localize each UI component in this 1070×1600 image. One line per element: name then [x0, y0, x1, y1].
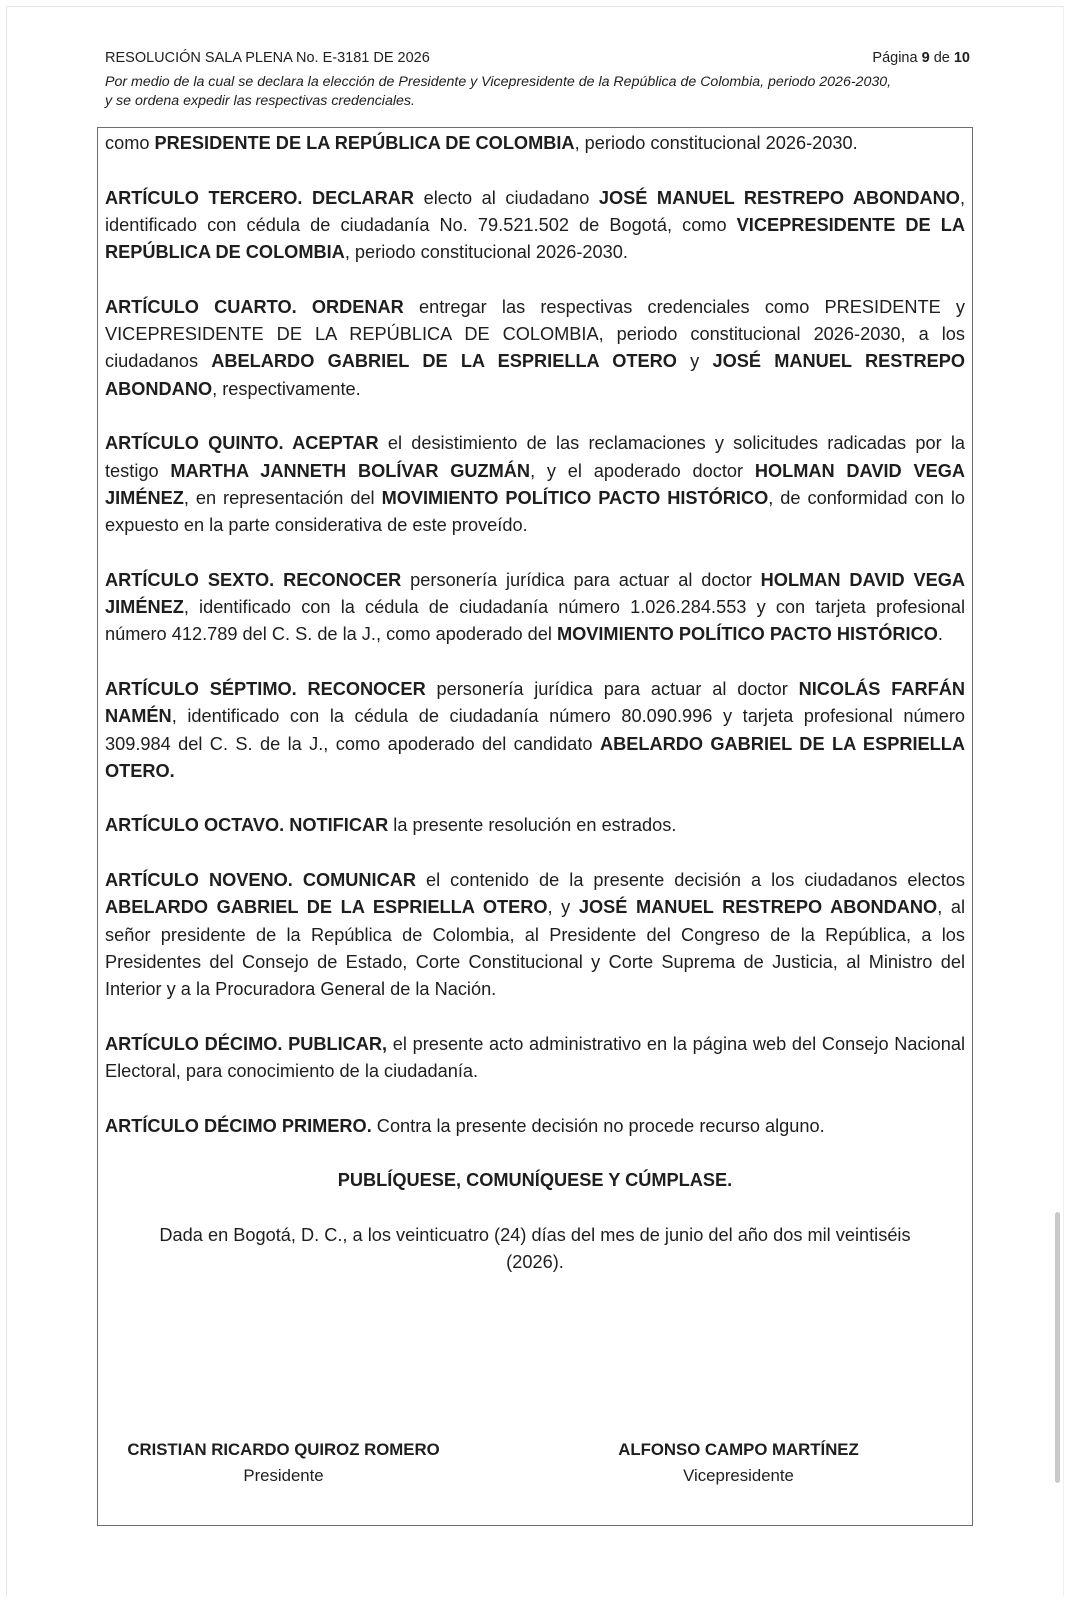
article-seventh: ARTÍCULO SÉPTIMO. RECONOCER personería jurídica para actuar al doctor NICOLÁS FARFÁN NAMÉN, identificado con la cédula de ciudadanía número 80.090.996 y tarjeta profesional número 309.984 del C. S. de la J., como apoderado del candidato ABELARDO GABRIEL DE LA ESPRIELLA OTERO. [105, 678, 965, 781]
article-fifth: ARTÍCULO QUINTO. ACEPTAR el desistimiento de las reclamaciones y solicitudes radicadas por la testigo MARTHA JANNETH BOLÍVAR GUZMÁN, y el apoderado doctor HOLMAN DAVID VEGA JIMÉNEZ, en representación del MOVIMIENTO POLÍTICO PACTO HISTÓRICO, de conformidad con lo expuesto en la parte considerativa de este proveído. [105, 433, 965, 536]
signature-president [105, 1437, 462, 1489]
signature-president-role: Presidente [243, 1466, 324, 1485]
paragraph-continuation: como PRESIDENTE DE LA REPÚBLICA DE COLOMBIA, periodo constitucional 2026-2030. [105, 133, 858, 153]
document-body [105, 130, 965, 1304]
article-eighth: ARTÍCULO OCTAVO. NOTIFICAR la presente resolución en estrados. [105, 815, 677, 836]
article-third: ARTÍCULO TERCERO. DECLARAR electo al ciudadano JOSÉ MANUEL RESTREPO ABONDANO, identificado con cédula de ciudadanía No. 79.521.502 de Bogotá, como VICEPRESIDENTE DE LA REPÚBLICA DE COLOMBIA, periodo constitucional 2026-2030. [105, 187, 966, 263]
page-number: Página 9 de 10 [872, 50, 970, 66]
signature-vicepresident-name: ALFONSO CAMPO MARTÍNEZ [618, 1440, 859, 1459]
closing-formula: PUBLÍQUESE, COMUNÍQUESE Y CÚMPLASE. [337, 1170, 733, 1191]
article-sixth: ARTÍCULO SEXTO. RECONOCER personería jurídica para actuar al doctor HOLMAN DAVID VEGA JIMÉNEZ, identificado con la cédula de ciudadanía número 1.026.284.553 y con tarjeta profesional número 412.789 del C. S. de la J., como apoderado del MOVIMIENTO POLÍTICO PACTO HISTÓRICO. [105, 569, 965, 645]
article-tenth: ARTÍCULO DÉCIMO. PUBLICAR, el presente acto administrativo en la página web del Consejo Nacional Electoral, para conocimiento de la ciudadanía. [105, 1033, 966, 1082]
resolution-title: RESOLUCIÓN SALA PLENA No. E-3181 DE 2026 [105, 50, 430, 66]
article-ninth: ARTÍCULO NOVENO. COMUNICAR el contenido de la presente decisión a los ciudadanos electos ABELARDO GABRIEL DE LA ESPRIELLA OTERO, y JOSÉ MANUEL RESTREPO ABONDANO, al señor presidente de la República de Colombia, al Presidente del Congreso de la República, a los Presidentes del Consejo de Estado, Corte Constitucional y Corte Suprema de Justicia, al Ministro del Interior y a la Procuradora General de la Nación. [105, 870, 966, 1000]
article-eleventh: ARTÍCULO DÉCIMO PRIMERO. Contra la presente decisión no procede recurso alguno. [105, 1115, 825, 1136]
article-fourth: ARTÍCULO CUARTO. ORDENAR entregar las respectivas credenciales como PRESIDENTE y VICEPRESIDENTE DE LA REPÚBLICA DE COLOMBIA, periodo constitucional 2026-2030, a los ciudadanos ABELARDO GABRIEL DE LA ESPRIELLA OTERO y JOSÉ MANUEL RESTREPO ABONDANO, respectivamente. [105, 296, 965, 399]
signature-vicepresident-role: Vicepresidente [683, 1466, 794, 1485]
page-header [105, 50, 970, 111]
signature-vicepresident [596, 1437, 881, 1489]
resolution-subtitle: Por medio de la cual se declara la elección de Presidente y Vicepresidente de la República de Colombia, periodo 2026-2030, y se ordena expedir las respectivas credenciales. [105, 74, 892, 109]
scrollbar-thumb[interactable] [1055, 1212, 1060, 1483]
signature-president-name: CRISTIAN RICARDO QUIROZ ROMERO [127, 1440, 440, 1459]
dated-statement: Dada en Bogotá, D. C., a los veinticuatro (24) días del mes de junio del año dos mil veintiséis (2026). [159, 1224, 911, 1273]
